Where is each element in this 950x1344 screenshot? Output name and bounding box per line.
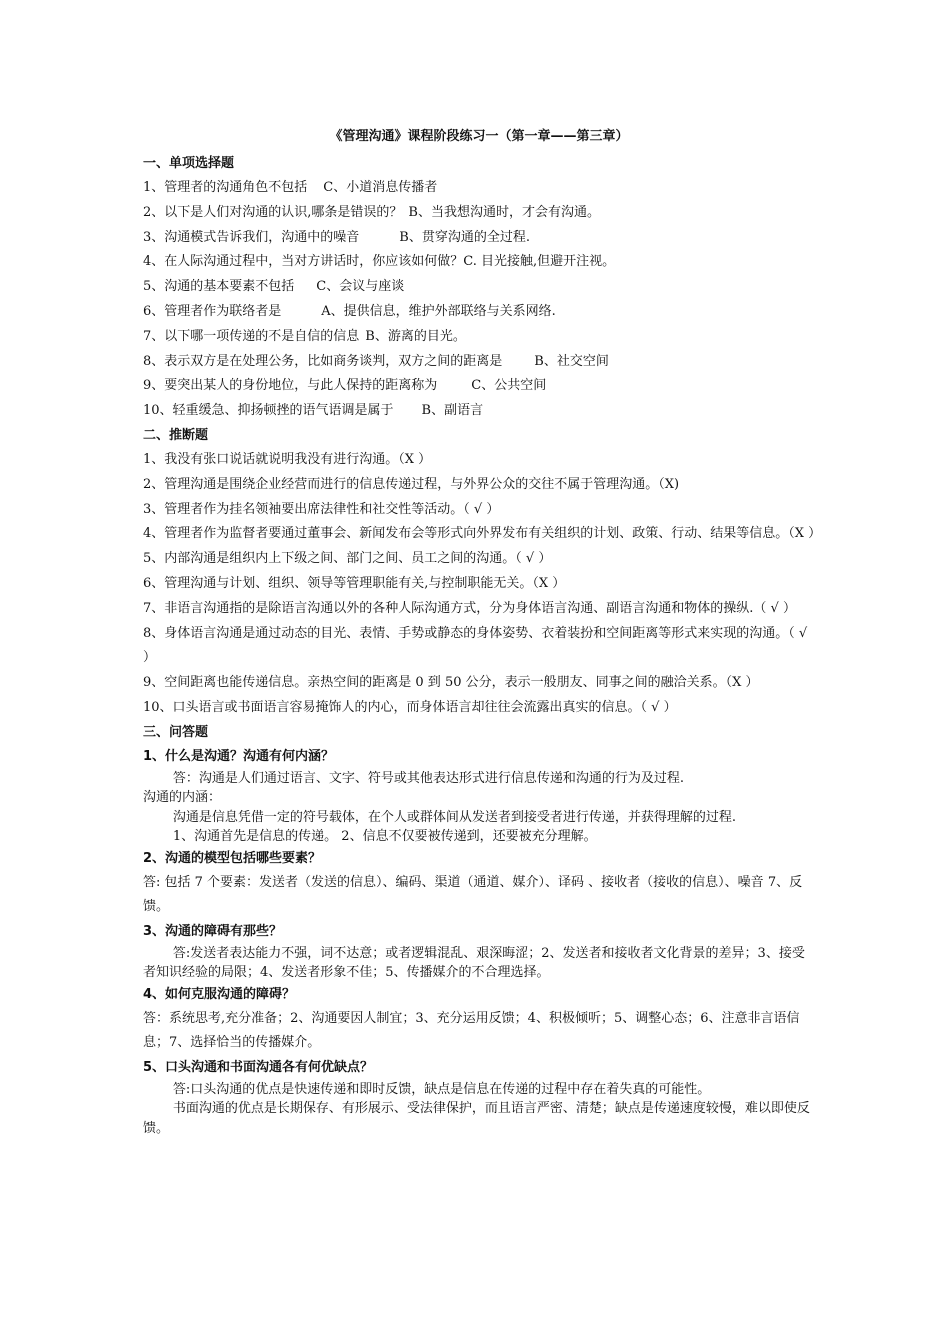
choice-answer: B、社交空间 [534, 353, 609, 369]
choice-item [143, 176, 815, 201]
section-heading-qa: 三、问答题 [143, 724, 209, 740]
qa-answer-3: 答:发送者表达能力不强，词不达意；或者逻辑混乱、艰深晦涩；2、发送者和接收者文化背景的差异；3、接受者知识经验的局限；4、发送者形象不佳；5、传播媒介的不合理选择。 [143, 945, 805, 981]
qa-question-5: 5、口头沟通和书面沟通各有何优缺点？ [143, 1059, 374, 1075]
qa-question-4: 4、如何克服沟通的障碍？ [143, 986, 296, 1002]
choice-answer: A、提供信息，维护外部联络与关系网络. [321, 303, 556, 319]
choice-answer: C、公共空间 [471, 378, 547, 394]
choice-question: 9、要突出某人的身份地位，与此人保持的距离称为 [143, 378, 438, 394]
qa-detail: 沟通是信息凭借一定的符号载体，在个人或群体间从发送者到接受者进行传递，并获得理解的过程. [172, 809, 737, 825]
judgement-item: 9、空间距离也能传递信息。亲热空间的距离是 0 到 50 公分，表示一般朋友、同事之间的融洽关系。（X ） [143, 675, 759, 691]
choice-question: 5、沟通的基本要素不包括 [143, 279, 295, 295]
qa-question-3: 3、沟通的障碍有那些？ [143, 923, 283, 939]
judgement-item: 3、管理者作为挂名领袖要出席法律性和社交性等活动。（ √ ） [143, 501, 500, 517]
choice-question: 3、沟通模式告诉我们，沟通中的噪音 [143, 229, 360, 245]
document-page [143, 126, 822, 1138]
choice-item [143, 275, 815, 300]
choice-item [143, 374, 815, 399]
qa-subheading: 沟通的内涵： [143, 790, 222, 806]
choice-item [143, 250, 815, 275]
choice-answer: C、会议与座谈 [316, 279, 405, 295]
choice-answer: C. 目光接触,但避开注视。 [463, 254, 616, 270]
qa-answer-2: 答: 包括 7 个要素：发送者（发送的信息）、编码、渠道（通道、媒介）、译码 、接收者（接收的信息）、噪音 7、反馈。 [143, 874, 803, 915]
judgement-item: 10、口头语言或书面语言容易掩饰人的内心，而身体语言却往往会流露出真实的信息。（ √ ） [143, 699, 677, 715]
qa-question-1: 1、什么是沟通？沟通有何内涵？ [143, 748, 335, 764]
qa-question-2: 2、沟通的模型包括哪些要素？ [143, 850, 322, 866]
choice-question: 1、管理者的沟通角色不包括 [143, 180, 308, 195]
choice-item [143, 226, 815, 251]
choice-answer: B、贯穿沟通的全过程. [399, 229, 530, 245]
choice-question: 10、轻重缓急、抑扬顿挫的语气语调是属于 [143, 403, 394, 419]
choice-question: 7、以下哪一项传递的不是自信的信息 [143, 328, 360, 344]
judgement-item: 8、身体语言沟通是通过动态的目光、表情、手势或静态的身体姿势、衣着装扮和空间距离等形式来实现的沟通。（ √ ） [143, 625, 808, 666]
choice-question: 8、表示双方是在处理公务，比如商务谈判，双方之间的距离是 [143, 353, 503, 369]
choice-question: 4、在人际沟通过程中，当对方讲话时，你应该如何做？ [143, 254, 464, 270]
judgement-item: 1、我没有张口说话就说明我没有进行沟通。（X ） [143, 451, 432, 467]
qa-answer-5: 书面沟通的优点是长期保存、有形展示、受法律保护，而且语言严密、清楚；缺点是传递速度较慢，难以即使反馈。 [143, 1101, 810, 1136]
choice-answer: B、游离的目光。 [365, 328, 466, 344]
choice-answer: B、副语言 [421, 403, 484, 419]
section-heading-choice: 一、单项选择题 [143, 156, 235, 171]
choice-item [143, 350, 815, 375]
qa-answer-5: 答:口头沟通的优点是快速传递和即时反馈，缺点是信息在传递的过程中存在着失真的可能性。 [172, 1081, 711, 1097]
judgement-item: 7、非语言沟通指的是除语言沟通以外的各种人际沟通方式，分为身体语言沟通、副语言沟通和物体的操纵.（ √ ） [143, 600, 796, 616]
judgement-item: 5、内部沟通是组织内上下级之间、部门之间、员工之间的沟通。（ √ ） [143, 551, 552, 567]
choice-answer: C、小道消息传播者 [323, 180, 438, 195]
choice-item [143, 300, 815, 325]
qa-answer-1: 答：沟通是人们通过语言、文字、符号或其他表达形式进行信息传递和沟通的行为及过程. [172, 770, 685, 786]
section-heading-judgement: 二、推断题 [143, 427, 209, 443]
choice-item [143, 325, 815, 350]
qa-answer-4: 答：系统思考,充分准备；2、沟通要因人制宜；3、充分运用反馈；4、积极倾听；5、调整心态；6、注意非言语信息；7、选择恰当的传播媒介。 [143, 1010, 800, 1051]
choice-answer: B、当我想沟通时，才会有沟通。 [408, 204, 600, 220]
judgement-item: 2、管理沟通是围绕企业经营而进行的信息传递过程，与外界公众的交往不属于管理沟通。（X) [143, 476, 680, 492]
judgement-item: 4、管理者作为监督者要通过董事会、新闻发布会等形式向外界发布有关组织的计划、政策、行动、结果等信息。（X ） [143, 526, 822, 542]
document-title: 《管理沟通》课程阶段练习一（第一章——第三章） [329, 129, 629, 144]
choice-question: 6、管理者作为联络者是 [143, 303, 282, 319]
qa-detail: 1、沟通首先是信息的传递。 2、信息不仅要被传递到，还要被充分理解。 [172, 829, 597, 845]
choice-item [143, 399, 815, 424]
choice-item [143, 201, 815, 226]
choice-question: 2、以下是人们对沟通的认识,哪条是错误的？ [143, 204, 403, 220]
judgement-item: 6、管理沟通与计划、组织、领导等管理职能有关,与控制职能无关。（X ） [143, 575, 566, 591]
